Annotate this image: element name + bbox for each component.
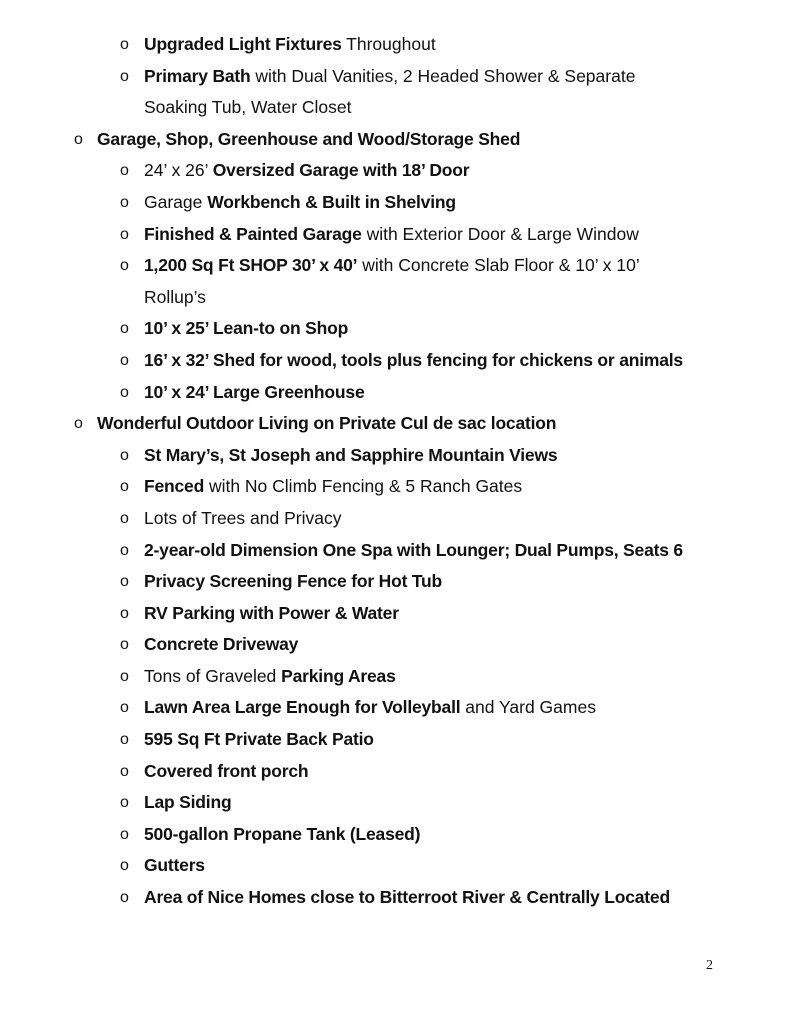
bold-text: Workbench & Built in Shelving bbox=[207, 191, 456, 212]
text: Throughout bbox=[341, 34, 436, 54]
list-item-level-2 bbox=[0, 882, 790, 914]
bold-text: Gutters bbox=[144, 855, 205, 876]
list-item-level-2 bbox=[0, 29, 790, 61]
text: and Yard Games bbox=[460, 697, 596, 718]
bold-text: Area of Nice Homes close to Bitterroot River & Centrally Located bbox=[144, 887, 670, 908]
list-item-level-2 bbox=[0, 850, 790, 882]
text: Soaking Tub, Water Closet bbox=[144, 97, 352, 118]
bullet-marker: o bbox=[120, 541, 129, 559]
text: Lots of Trees and Privacy bbox=[144, 507, 342, 528]
list-item-level-2 bbox=[0, 155, 790, 187]
bold-text: 10’ x 25’ Lean-to on Shop bbox=[144, 318, 349, 339]
bold-text: 10’ x 24’ Large Greenhouse bbox=[144, 381, 365, 402]
list-item-level-2 bbox=[0, 345, 790, 377]
list-item-level-2 bbox=[0, 503, 790, 535]
list-item-level-2 bbox=[0, 787, 790, 819]
text: with Concrete Slab Floor & 10’ x 10’ bbox=[357, 255, 640, 276]
bold-text: Lap Siding bbox=[144, 792, 232, 813]
bullet-marker: o bbox=[120, 225, 129, 243]
bold-text: Parking Areas bbox=[281, 665, 396, 686]
bold-text: Oversized Garage with 18’ Door bbox=[212, 160, 470, 181]
bold-text: Wonderful Outdoor Living on Private Cul de sac location bbox=[97, 413, 557, 434]
bold-text: 595 Sq Ft Private Back Patio bbox=[144, 729, 374, 750]
list-item-continuation bbox=[0, 92, 790, 124]
bullet-marker: o bbox=[120, 67, 129, 85]
bold-text: Garage, Shop, Greenhouse and Wood/Storage Shed bbox=[97, 128, 521, 149]
bullet-marker: o bbox=[120, 636, 129, 654]
list-item-level-2 bbox=[0, 471, 790, 503]
bullet-marker: o bbox=[120, 573, 129, 591]
bullet-marker: o bbox=[120, 36, 129, 53]
bold-text: 2-year-old Dimension One Spa with Lounger; Dual Pumps, Seats 6 bbox=[144, 539, 683, 560]
bullet-marker: o bbox=[120, 193, 129, 211]
bullet-marker: o bbox=[120, 889, 129, 907]
bullet-marker: o bbox=[120, 509, 129, 527]
list-item-level-2 bbox=[0, 598, 790, 630]
bullet-marker: o bbox=[120, 351, 129, 369]
list-item-level-2 bbox=[0, 629, 790, 661]
bullet-marker: o bbox=[120, 257, 129, 275]
text: Rollup’s bbox=[144, 286, 206, 307]
bullet-marker: o bbox=[120, 762, 129, 780]
bold-text: Finished & Painted Garage bbox=[144, 223, 362, 244]
bold-text: Upgraded Light Fixtures bbox=[144, 34, 342, 54]
text: with Exterior Door & Large Window bbox=[361, 223, 639, 244]
bold-text: Privacy Screening Fence for Hot Tub bbox=[144, 571, 443, 592]
document-body bbox=[0, 29, 790, 914]
text: Garage bbox=[144, 191, 208, 212]
list-item-level-2 bbox=[0, 61, 790, 93]
page-number: 2 bbox=[706, 958, 713, 973]
text: 24’ x 26’ bbox=[144, 160, 213, 181]
bullet-marker: o bbox=[120, 699, 129, 717]
list-item-level-2 bbox=[0, 187, 790, 219]
text: with Dual Vanities, 2 Headed Shower & Separate bbox=[250, 65, 636, 86]
bullet-marker: o bbox=[120, 667, 129, 685]
bold-text: Primary Bath bbox=[144, 65, 251, 86]
list-item-level-1 bbox=[0, 408, 790, 440]
bullet-marker: o bbox=[120, 604, 129, 622]
text: with No Climb Fencing & 5 Ranch Gates bbox=[204, 476, 523, 497]
list-item-level-2 bbox=[0, 440, 790, 472]
list-item-level-2 bbox=[0, 724, 790, 756]
bold-text: St Mary’s, St Joseph and Sapphire Mountain Views bbox=[144, 444, 558, 465]
bullet-marker: o bbox=[120, 320, 129, 338]
list-item-level-2 bbox=[0, 661, 790, 693]
bullet-marker: o bbox=[120, 478, 129, 496]
bold-text: RV Parking with Power & Water bbox=[144, 602, 399, 623]
bullet-marker: o bbox=[120, 446, 129, 464]
list-item-level-2 bbox=[0, 250, 790, 282]
list-item-level-2 bbox=[0, 219, 790, 251]
bullet-marker: o bbox=[120, 383, 129, 401]
bold-text: 500-gallon Propane Tank (Leased) bbox=[144, 823, 421, 844]
text: Tons of Graveled bbox=[144, 665, 282, 686]
bullet-marker: o bbox=[120, 825, 129, 843]
bold-text: 1,200 Sq Ft SHOP 30’ x 40’ bbox=[144, 255, 358, 276]
bullet-marker: o bbox=[120, 731, 129, 749]
bullet-marker: o bbox=[120, 857, 129, 875]
list-item-level-2 bbox=[0, 692, 790, 724]
list-item-level-2 bbox=[0, 819, 790, 851]
list-item-level-2 bbox=[0, 535, 790, 567]
bold-text: Lawn Area Large Enough for Volleyball bbox=[144, 697, 461, 718]
list-item-level-1 bbox=[0, 124, 790, 156]
list-item-level-2 bbox=[0, 313, 790, 345]
list-item-level-2 bbox=[0, 377, 790, 409]
list-item-continuation bbox=[0, 282, 790, 314]
bullet-marker: o bbox=[120, 162, 129, 180]
list-item-level-2 bbox=[0, 566, 790, 598]
list-item-level-2 bbox=[0, 756, 790, 788]
bold-text: Fenced bbox=[144, 476, 205, 497]
bold-text: Covered front porch bbox=[144, 760, 309, 781]
bold-text: Concrete Driveway bbox=[144, 634, 299, 655]
bullet-marker: o bbox=[120, 794, 129, 812]
bold-text: 16’ x 32’ Shed for wood, tools plus fencing for chickens or animals bbox=[144, 349, 683, 370]
bullet-marker: o bbox=[74, 130, 83, 148]
bullet-marker: o bbox=[74, 415, 83, 433]
